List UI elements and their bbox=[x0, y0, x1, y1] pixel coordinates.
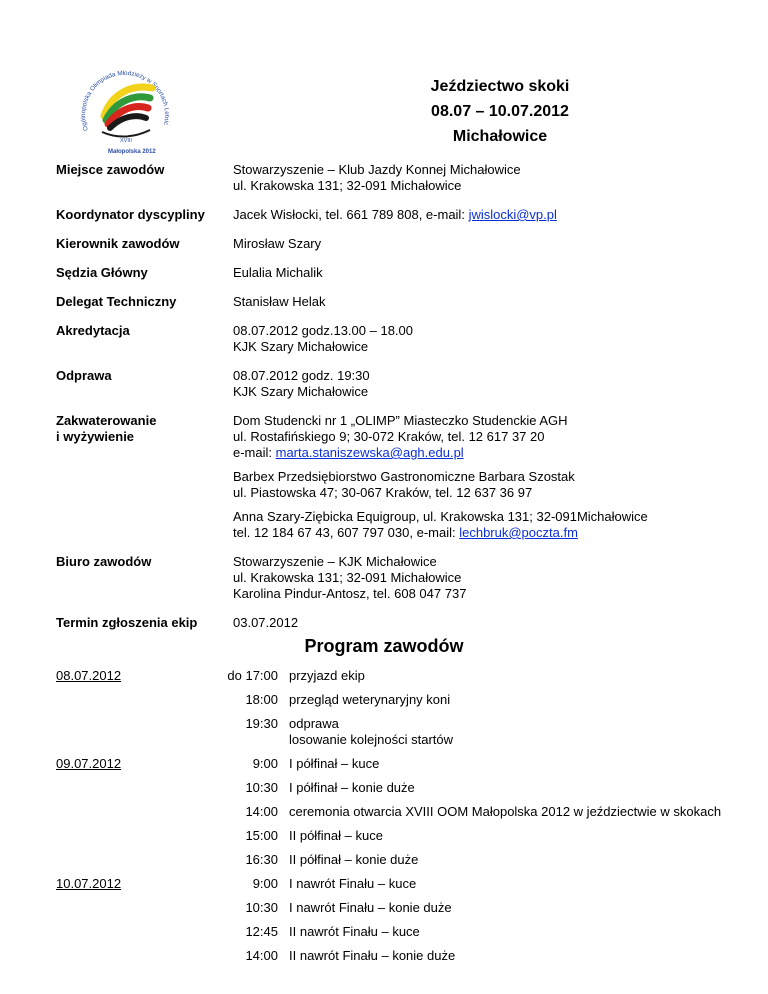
catering-line: ul. Piastowska 47; 30-067 Kraków, tel. 12 637 36 97 bbox=[233, 485, 533, 500]
catering-line: Barbex Przedsiębiorstwo Gastronomiczne Barbara Szostak bbox=[233, 469, 575, 484]
info-value bbox=[233, 207, 736, 223]
schedule-date: 10.07.2012 bbox=[56, 876, 122, 891]
schedule-event: II półfinał – konie duże bbox=[289, 852, 419, 867]
schedule-row bbox=[56, 716, 756, 748]
schedule-event: I półfinał – konie duże bbox=[289, 780, 415, 795]
schedule-date bbox=[56, 900, 176, 916]
accommodation-line bbox=[233, 445, 736, 461]
info-value bbox=[233, 368, 736, 400]
info-row-sedzia bbox=[56, 265, 736, 281]
office-line: ul. Krakowska 131; 32-091 Michałowice bbox=[233, 570, 462, 585]
accommodation-email-link[interactable]: marta.staniszewska@agh.edu.pl bbox=[275, 445, 464, 460]
catering-block bbox=[233, 469, 736, 501]
logo-arc-text: Ogólnopolska Olimpiada Młodzieży w Sportach Letnic bbox=[80, 69, 171, 132]
info-row-kierownik bbox=[56, 236, 736, 252]
office-line: Stowarzyszenie – KJK Michałowice bbox=[233, 554, 437, 569]
event-title: Jeździectwo skoki bbox=[430, 78, 570, 95]
schedule-time: 12:45 bbox=[245, 924, 278, 939]
program-schedule bbox=[56, 668, 756, 972]
schedule-row bbox=[56, 852, 756, 868]
schedule-time: 15:00 bbox=[245, 828, 278, 843]
schedule-event: I nawrót Finału – konie duże bbox=[289, 900, 452, 915]
info-row-akredytacja bbox=[56, 323, 736, 355]
briefing-time: 08.07.2012 godz. 19:30 bbox=[233, 368, 370, 383]
info-label: Delegat Techniczny bbox=[56, 294, 177, 309]
info-value: 03.07.2012 bbox=[233, 615, 299, 630]
schedule-event-line: odprawa bbox=[289, 716, 339, 731]
schedule-time: 16:30 bbox=[245, 852, 278, 867]
schedule-row bbox=[56, 900, 756, 916]
accommodation-block bbox=[233, 413, 736, 461]
email-prefix: tel. 12 184 67 43, 607 797 030, e-mail: bbox=[233, 525, 460, 540]
schedule-date bbox=[56, 924, 176, 940]
schedule-event: przegląd weterynaryjny koni bbox=[289, 692, 451, 707]
equigroup-email-link[interactable]: lechbruk@poczta.fm bbox=[459, 525, 578, 540]
info-row-delegat bbox=[56, 294, 736, 310]
info-label: Biuro zawodów bbox=[56, 554, 152, 569]
info-value: Stanisław Helak bbox=[233, 294, 326, 309]
equigroup-line bbox=[233, 525, 736, 541]
coordinator-text: Jacek Wisłocki, tel. 661 789 808, e-mail: bbox=[233, 207, 469, 222]
logo-bottom-text: Małopolska 2012 bbox=[108, 149, 156, 155]
schedule-date: 08.07.2012 bbox=[56, 668, 122, 683]
schedule-time: 9:00 bbox=[252, 756, 278, 771]
schedule-row bbox=[56, 828, 756, 844]
info-label: Miejsce zawodów bbox=[56, 162, 165, 177]
info-value bbox=[233, 162, 736, 194]
email-prefix: e-mail: bbox=[233, 445, 276, 460]
venue-address: ul. Krakowska 131; 32-091 Michałowice bbox=[233, 178, 462, 193]
schedule-row bbox=[56, 668, 756, 684]
info-value bbox=[233, 554, 736, 602]
schedule-row bbox=[56, 692, 756, 708]
schedule-date: 09.07.2012 bbox=[56, 756, 122, 771]
info-label-line: Zakwaterowanie bbox=[56, 413, 157, 428]
schedule-date bbox=[56, 804, 176, 820]
info-label: Kierownik zawodów bbox=[56, 236, 180, 251]
info-row-miejsce bbox=[56, 162, 736, 194]
info-row-odprawa bbox=[56, 368, 736, 400]
schedule-time: 18:00 bbox=[245, 692, 278, 707]
briefing-place: KJK Szary Michałowice bbox=[233, 384, 369, 399]
schedule-date bbox=[56, 716, 176, 748]
schedule-row bbox=[56, 756, 756, 772]
logo-flame-base bbox=[102, 130, 150, 137]
schedule-row bbox=[56, 876, 756, 892]
info-row-koordynator bbox=[56, 207, 736, 223]
info-label: Sędzia Główny bbox=[56, 265, 148, 280]
program-title: Program zawodów bbox=[304, 636, 464, 656]
schedule-time: 10:30 bbox=[245, 780, 278, 795]
equigroup-block bbox=[233, 509, 736, 541]
logo-roman-numeral: XVIII bbox=[120, 138, 132, 144]
schedule-event: I nawrót Finału – kuce bbox=[289, 876, 417, 891]
info-label: Akredytacja bbox=[56, 323, 130, 338]
info-value bbox=[233, 413, 736, 541]
info-row-biuro bbox=[56, 554, 736, 602]
accreditation-time: 08.07.2012 godz.13.00 – 18.00 bbox=[233, 323, 413, 338]
venue-name: Stowarzyszenie – Klub Jazdy Konnej Michałowice bbox=[233, 162, 521, 177]
schedule-event: przyjazd ekip bbox=[289, 668, 365, 683]
schedule-date bbox=[56, 692, 176, 708]
info-label bbox=[56, 413, 233, 541]
info-table bbox=[56, 162, 736, 644]
office-line: Karolina Pindur-Antosz, tel. 608 047 737 bbox=[233, 586, 467, 601]
accommodation-line: Dom Studencki nr 1 „OLIMP” Miasteczko Studenckie AGH bbox=[233, 413, 568, 428]
accommodation-line: ul. Rostafińskiego 9; 30-072 Kraków, tel. 12 617 37 20 bbox=[233, 429, 545, 444]
schedule-event-line: losowanie kolejności startów bbox=[289, 732, 454, 747]
schedule-event: II nawrót Finału – konie duże bbox=[289, 948, 456, 963]
schedule-time: 14:00 bbox=[245, 804, 278, 819]
schedule-time: do 17:00 bbox=[227, 668, 278, 683]
schedule-event: I półfinał – kuce bbox=[289, 756, 380, 771]
schedule-time: 9:00 bbox=[252, 876, 278, 891]
schedule-event: II półfinał – kuce bbox=[289, 828, 383, 843]
schedule-row bbox=[56, 804, 756, 820]
coordinator-email-link[interactable]: jwislocki@vp.pl bbox=[468, 207, 557, 222]
info-value: Mirosław Szary bbox=[233, 236, 322, 251]
info-row-termin bbox=[56, 615, 736, 631]
olympiad-logo bbox=[72, 56, 178, 162]
schedule-row bbox=[56, 924, 756, 940]
schedule-row bbox=[56, 780, 756, 796]
info-label: Koordynator dyscypliny bbox=[56, 207, 205, 222]
accreditation-place: KJK Szary Michałowice bbox=[233, 339, 369, 354]
info-label: Odprawa bbox=[56, 368, 112, 383]
schedule-time: 14:00 bbox=[245, 948, 278, 963]
schedule-time: 19:30 bbox=[245, 716, 278, 731]
event-dates: 08.07 – 10.07.2012 bbox=[431, 103, 569, 120]
schedule-row bbox=[56, 948, 756, 964]
info-row-zakwaterowanie bbox=[56, 413, 736, 541]
schedule-date bbox=[56, 828, 176, 844]
equigroup-line: Anna Szary-Ziębicka Equigroup, ul. Krakowska 131; 32-091Michałowice bbox=[233, 509, 648, 524]
info-label: Termin zgłoszenia ekip bbox=[56, 615, 198, 630]
info-value bbox=[233, 323, 736, 355]
event-place: Michałowice bbox=[452, 128, 548, 145]
schedule-time: 10:30 bbox=[245, 900, 278, 915]
schedule-event bbox=[289, 716, 453, 748]
info-label-line: i wyżywienie bbox=[56, 429, 135, 444]
schedule-date bbox=[56, 852, 176, 868]
schedule-event: II nawrót Finału – kuce bbox=[289, 924, 420, 939]
schedule-date bbox=[56, 948, 176, 964]
info-value: Eulalia Michalik bbox=[233, 265, 323, 280]
schedule-date bbox=[56, 780, 176, 796]
schedule-event: ceremonia otwarcia XVIII OOM Małopolska 2012 w jeździectwie w skokach bbox=[289, 804, 722, 819]
